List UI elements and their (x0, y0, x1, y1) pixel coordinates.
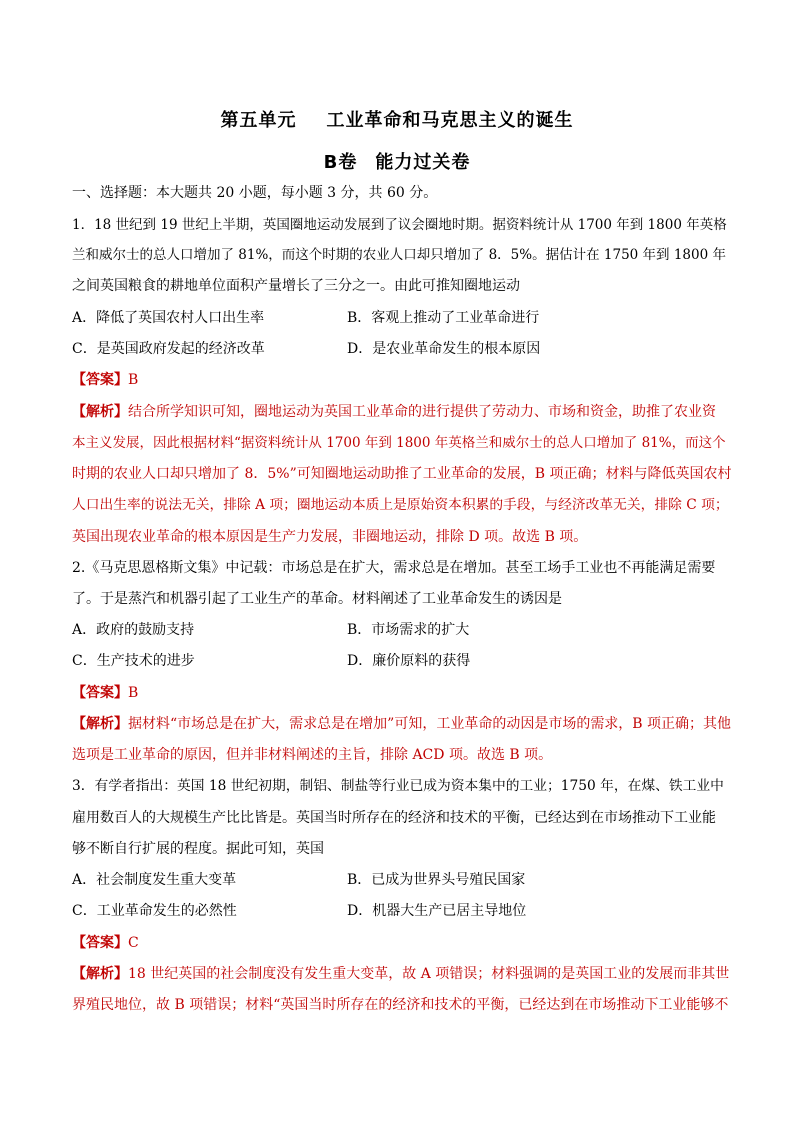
analysis-line: 界殖民地位，故 B 项错误；材料“英国当时所存在的经济和技术的平衡，已经达到在市场推动下工业能够不 (72, 997, 729, 1013)
analysis-label: 【解析】 (72, 716, 128, 732)
analysis-line: 选项是工业革命的原因，但并非材料阐述的主旨，排除 ACD 项。故选 B 项。 (72, 747, 553, 763)
option-b: B．市场需求的扩大 (347, 622, 470, 638)
analysis-line (72, 403, 732, 421)
option-a: A．政府的鼓励支持 (72, 622, 195, 638)
option-b: B．客观上推动了工业革命进行 (347, 310, 540, 326)
unit-label: 第五单元 (220, 110, 297, 131)
unit-name: 工业革命和马克思主义的诞生 (326, 110, 574, 131)
answer-value: B (128, 685, 139, 701)
question-stem-line: 之间英国粮食的耕地单位面积产量增长了三分之一。由此可推知圈地运动 (72, 278, 520, 294)
volume-title (0, 148, 794, 174)
analysis-label: 【解析】 (72, 966, 128, 982)
analysis-line (72, 965, 732, 983)
analysis-text: 结合所学知识可知，圈地运动为英国工业革命的进行提供了劳动力、市场和资金，助推了农业资 (128, 404, 716, 420)
answer-row (72, 684, 732, 702)
analysis-line (72, 715, 732, 733)
answer-value: B (128, 372, 139, 388)
answer-label: 【答案】 (72, 935, 128, 951)
question-stem-line: 2.《马克思恩格斯文集》中记载：市场总是在扩大，需求总是在增加。甚至工场手工业也不再能满足需要 (72, 560, 716, 576)
section-heading: 一、选择题：本大题共 20 小题，每小题 3 分，共 60 分。 (72, 185, 438, 201)
option-b: B．已成为世界头号殖民国家 (347, 872, 526, 888)
analysis-text: 据材料“市场总是在扩大，需求总是在增加”可知，工业革命的动因是市场的需求，B 项正确；其他 (128, 716, 732, 732)
question-stem-line: 雇用数百人的大规模生产比比皆是。英国当时所存在的经济和技术的平衡，已经达到在市场推动下工业能 (72, 810, 716, 826)
question-stem-line: 了。于是蒸汽和机器引起了工业生产的革命。材料阐述了工业革命发生的诱因是 (72, 591, 562, 607)
analysis-text: 18 世纪英国的社会制度没有发生重大变革，故 A 项错误；材料强调的是英国工业的发展而非其世 (128, 966, 730, 982)
question-stem-line: 够不断自行扩展的程度。据此可知，英国 (72, 841, 324, 857)
option-c: C．生产技术的进步 (72, 653, 195, 669)
analysis-line: 本主义发展，因此根据材料“据资料统计从 1700 年到 1800 年英格兰和威尔士的总人口增加了 81%，而这个 (72, 435, 726, 451)
option-c: C．是英国政府发起的经济改革 (72, 341, 265, 357)
option-a: A．社会制度发生重大变革 (72, 872, 237, 888)
answer-label: 【答案】 (72, 372, 128, 388)
answer-value: C (128, 935, 139, 951)
analysis-line: 英国出现农业革命的根本原因是生产力发展，非圈地运动，排除 D 项。故选 B 项。 (72, 529, 588, 545)
volume-label: B卷 (323, 152, 358, 173)
option-d: D．机器大生产已居主导地位 (347, 903, 527, 919)
answer-row (72, 371, 732, 389)
analysis-line: 人口出生率的说法无关，排除 A 项；圈地运动本质上是原始资本积累的手段，与经济改革无关，排除 C 项； (72, 497, 729, 513)
option-d: D．廉价原料的获得 (347, 653, 471, 669)
option-a: A．降低了英国农村人口出生率 (72, 310, 265, 326)
analysis-line: 时期的农业人口却只增加了 8．5%”可知圈地运动助推了工业革命的发展，B 项正确；材料与降低英国农村 (72, 466, 732, 482)
answer-label: 【答案】 (72, 685, 128, 701)
analysis-label: 【解析】 (72, 404, 128, 420)
question-stem-line: 1．18 世纪到 19 世纪上半期，英国圈地运动发展到了议会圈地时期。据资料统计从 1700 年到 1800 年英格 (72, 217, 727, 233)
question-stem-line: 兰和威尔士的总人口增加了 81%，而这个时期的农业人口却只增加了 8．5%。据估计在 1750 年到 1800 年 (72, 247, 726, 263)
unit-title (0, 106, 794, 132)
answer-row (72, 934, 732, 952)
option-c: C．工业革命发生的必然性 (72, 903, 237, 919)
question-stem-line: 3．有学者指出：英国 18 世纪初期，制铝、制盐等行业已成为资本集中的工业；1750 年，在煤、铁工业中 (72, 778, 724, 794)
option-d: D．是农业革命发生的根本原因 (347, 341, 541, 357)
volume-name: 能力过关卷 (375, 152, 471, 173)
